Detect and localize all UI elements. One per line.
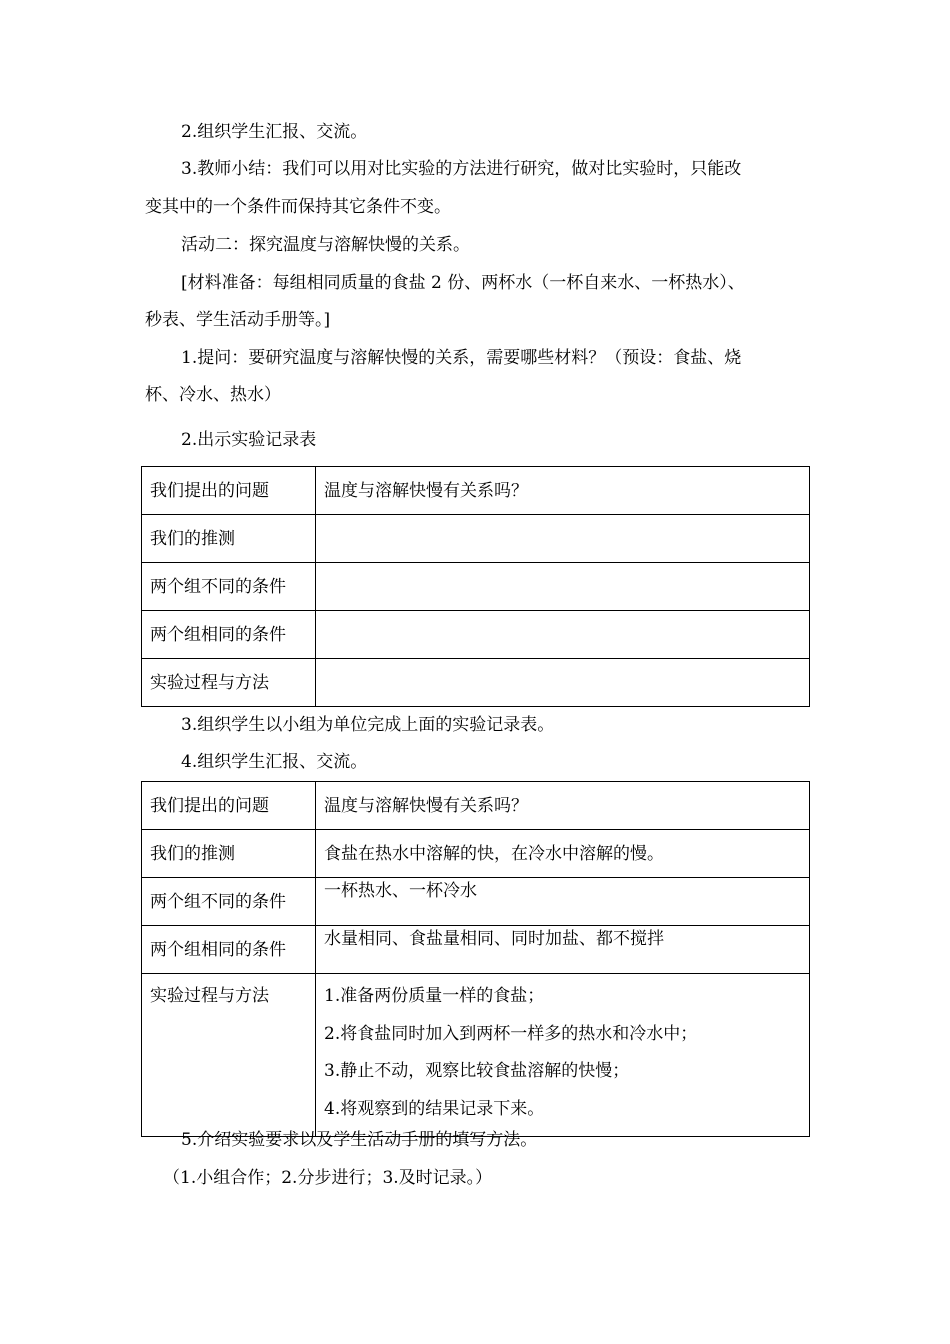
paragraph-materials-line2: 秒表、学生活动手册等。]	[145, 310, 331, 330]
table-row	[142, 515, 810, 563]
table-row	[142, 926, 810, 974]
table-value-cell: 食盐在热水中溶解的快，在冷水中溶解的慢。	[316, 830, 810, 878]
table-label-cell: 两个组相同的条件	[142, 926, 316, 974]
table-value-cell: 一杯热水、一杯冷水	[316, 878, 810, 926]
paragraph-show-table: 2.出示实验记录表	[181, 430, 317, 450]
table-row	[142, 974, 810, 1137]
table-row	[142, 878, 810, 926]
paragraph-steps-note: （1.小组合作；2.分步进行；3.及时记录。）	[163, 1168, 493, 1188]
table-row	[142, 467, 810, 515]
table-value-cell	[316, 563, 810, 611]
table-label-cell: 我们提出的问题	[142, 782, 316, 830]
paragraph-report-two: 4.组织学生汇报、交流。	[181, 752, 368, 772]
table-label-cell: 我们的推测	[142, 515, 316, 563]
paragraph-materials-line1: [材料准备：每组相同质量的食盐 2 份、两杯水（一杯自来水、一杯热水）、	[181, 273, 745, 293]
table-value-cell: 水量相同、食盐量相同、同时加盐、都不搅拌	[316, 926, 810, 974]
experiment-step: 2.将食盐同时加入到两杯一样多的热水和冷水中；	[324, 1023, 698, 1044]
table-value-cell: 温度与溶解快慢有关系吗？	[316, 467, 810, 515]
table-value-cell: 温度与溶解快慢有关系吗？	[316, 782, 810, 830]
paragraph-complete-table: 3.组织学生以小组为单位完成上面的实验记录表。	[181, 715, 555, 735]
paragraph-question-line2: 杯、冷水、热水）	[145, 385, 281, 405]
paragraph-requirements: 5.介绍实验要求以及学生活动手册的填写方法。	[181, 1130, 538, 1150]
table-row	[142, 782, 810, 830]
table-label-cell: 我们的推测	[142, 830, 316, 878]
table-value-cell	[316, 659, 810, 707]
experiment-step: 3.静止不动，观察比较食盐溶解的快慢；	[324, 1061, 630, 1081]
table-row	[142, 830, 810, 878]
table-label-cell: 两个组不同的条件	[142, 878, 316, 926]
table-row	[142, 563, 810, 611]
table-label-cell: 实验过程与方法	[142, 974, 316, 1137]
table-label-cell: 实验过程与方法	[142, 659, 316, 707]
paragraph-question-line1: 1.提问：要研究温度与溶解快慢的关系，需要哪些材料？（预设：食盐、烧	[181, 348, 742, 368]
paragraph-activity-two: 活动二：探究温度与溶解快慢的关系。	[181, 235, 470, 255]
table-label-cell: 两个组相同的条件	[142, 611, 316, 659]
table-value-cell	[316, 515, 810, 563]
paragraph-summary-line1: 3.教师小结：我们可以用对比实验的方法进行研究，做对比实验时，只能改	[181, 159, 742, 179]
experiment-step: 1.准备两份质量一样的食盐；	[324, 986, 545, 1006]
experiment-record-table-filled	[141, 781, 810, 1137]
experiment-step: 4.将观察到的结果记录下来。	[324, 1098, 545, 1119]
experiment-record-table-blank	[141, 466, 810, 707]
paragraph-summary-line2: 变其中的一个条件而保持其它条件不变。	[145, 197, 451, 217]
table-row	[142, 611, 810, 659]
table-row	[142, 659, 810, 707]
table-label-cell: 我们提出的问题	[142, 467, 316, 515]
paragraph-report: 2.组织学生汇报、交流。	[181, 122, 368, 142]
experiment-steps-cell	[316, 974, 810, 1137]
table-value-cell	[316, 611, 810, 659]
table-label-cell: 两个组不同的条件	[142, 563, 316, 611]
